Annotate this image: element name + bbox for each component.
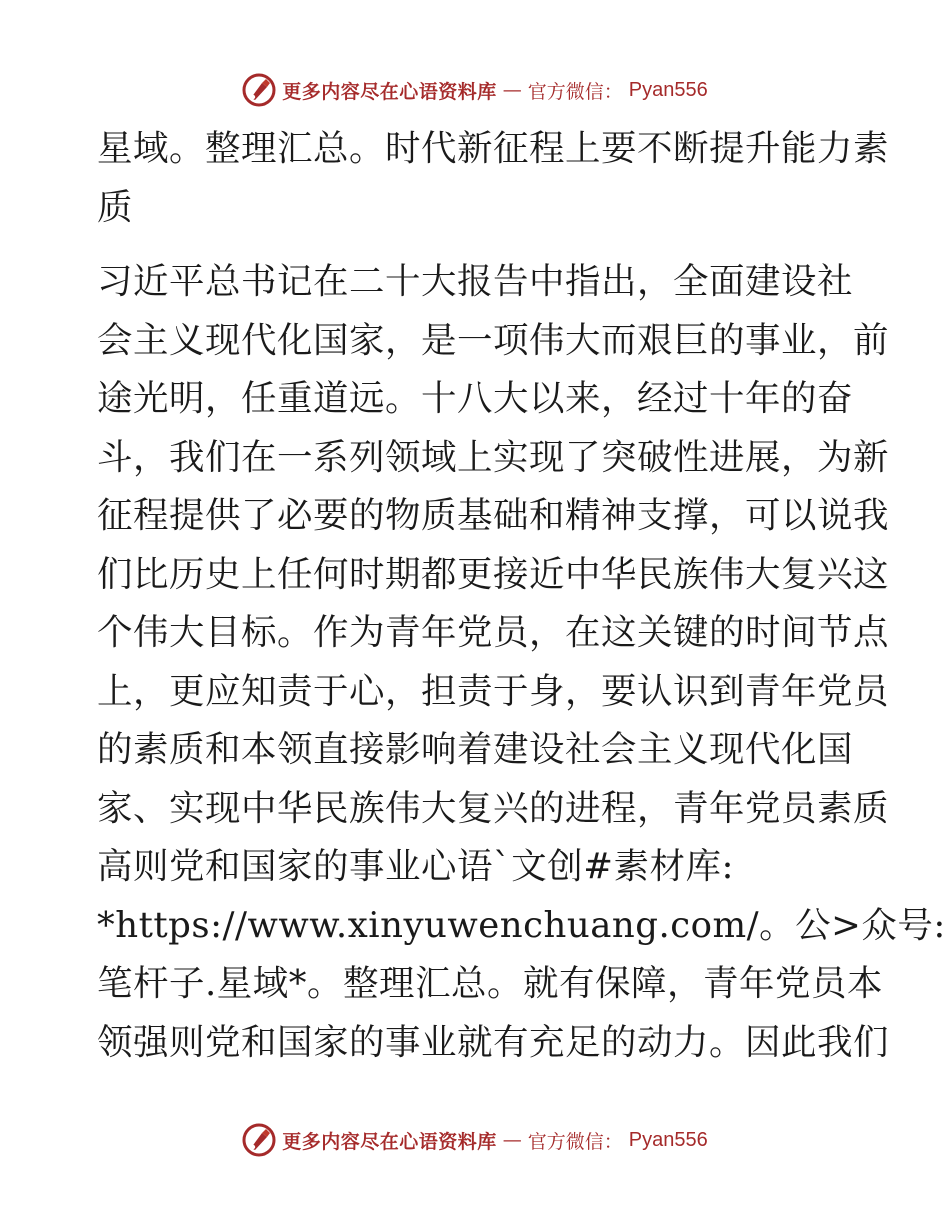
heading-line: 星域。整理汇总。时代新征程上要不断提升能力素 bbox=[97, 128, 890, 169]
banner-separator: — bbox=[502, 79, 522, 101]
body-line: 斗，我们在一系列领域上实现了突破性进展，为新 bbox=[97, 436, 890, 478]
body-line: *https://www.xinyuwenchuang.com/。公>众号: bbox=[97, 904, 946, 946]
body-line: 们比历史上任何时期都更接近中华民族伟大复兴这 bbox=[97, 553, 890, 595]
paragraph-gap bbox=[97, 237, 857, 253]
body-line: 个伟大目标。作为青年党员，在这关键的时间节点 bbox=[97, 612, 890, 653]
body-line: 途光明，任重道远。十八大以来，经过十年的奋 bbox=[97, 378, 854, 419]
pen-nib-logo-icon bbox=[242, 1123, 276, 1157]
body-line: 领强则党和国家的事业就有充足的动力。因此我们 bbox=[97, 1021, 890, 1063]
heading-line: 质 bbox=[97, 186, 134, 228]
body-line: 高则党和国家的事业心语`文创#素材库: bbox=[97, 846, 734, 887]
banner-wechat-id: Pyan556 bbox=[628, 1128, 708, 1151]
body-line: 的素质和本领直接影响着建设社会主义现代化国 bbox=[97, 729, 854, 770]
body-line: 会主义现代化国家，是一项伟大而艰巨的事业，前 bbox=[97, 319, 890, 361]
banner-ad-text: 更多内容尽在心语资料库 bbox=[282, 1130, 497, 1153]
document-body bbox=[97, 120, 946, 1072]
body-line: 笔杆子.星域*。整理汇总。就有保障，青年党员本 bbox=[97, 963, 884, 1004]
pen-nib-logo-icon bbox=[242, 73, 276, 107]
body-line: 征程提供了必要的物质基础和精神支撑，可以说我 bbox=[97, 495, 890, 536]
body-line: 家、实现中华民族伟大复兴的进程，青年党员素质 bbox=[97, 787, 890, 829]
banner-wechat-id: Pyan556 bbox=[628, 78, 708, 101]
banner-wechat-label: 官方微信： bbox=[527, 1130, 623, 1153]
banner-ad-text: 更多内容尽在心语资料库 bbox=[282, 80, 497, 103]
header-banner bbox=[0, 70, 950, 110]
body-line: 上，更应知责于心，担责于身，要认识到青年党员 bbox=[97, 670, 890, 712]
body-line: 习近平总书记在二十大报告中指出，全面建设社 bbox=[97, 261, 854, 302]
banner-wechat-label: 官方微信： bbox=[527, 80, 623, 103]
banner-separator: — bbox=[502, 1129, 522, 1151]
footer-banner bbox=[0, 1120, 950, 1160]
